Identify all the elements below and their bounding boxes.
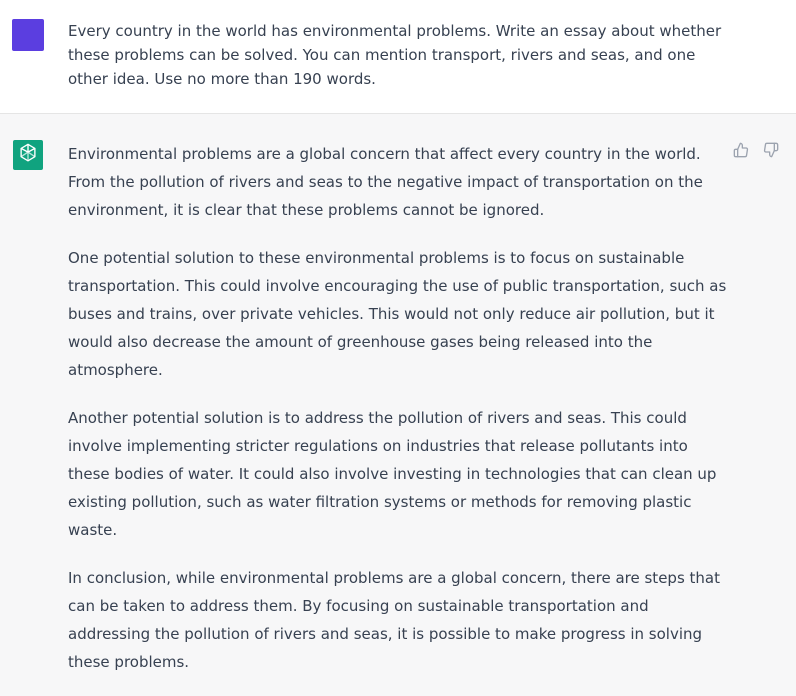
thumbs-up-icon	[733, 142, 749, 162]
feedback-buttons	[732, 143, 780, 161]
thumbs-down-icon	[763, 142, 779, 162]
user-avatar	[12, 19, 44, 51]
assistant-avatar	[13, 140, 43, 170]
paragraph: One potential solution to these environmental problems is to focus on sustainable transportation. This could involve encouraging the use of public transportation, such as buses and trains, over private vehicles. This would not only reduce air pollution, but it would also decrease the amount of greenhouse gases being released into the atmosphere.	[68, 249, 727, 379]
paragraph: Another potential solution is to address the pollution of rivers and seas. This could involve implementing stricter regulations on industries that release pollutants into these bodies of water. It could also involve investing in technologies that can clean up existing pollution, such as water filtration systems or methods for removing plastic waste.	[68, 409, 717, 539]
paragraph: In conclusion, while environmental problems are a global concern, there are steps that can be taken to address them. By focusing on sustainable transportation and addressing the pollution of rivers and seas, it is possible to make progress in solving these problems.	[68, 569, 720, 671]
openai-logo-icon	[17, 142, 39, 168]
user-message-text: Every country in the world has environmental problems. Write an essay about whether these problems can be solved. You can mention transport, rivers and seas, and one other idea. Use no more than 190 words.	[68, 22, 722, 88]
user-message	[0, 0, 796, 114]
assistant-message	[0, 115, 796, 671]
assistant-message-text	[68, 140, 728, 696]
paragraph: Environmental problems are a global concern that affect every country in the world. From the pollution of rivers and seas to the negative impact of transportation on the environment, it is clear that these problems cannot be ignored.	[68, 145, 703, 219]
thumbs-up-button[interactable]	[732, 143, 750, 161]
thumbs-down-button[interactable]	[762, 143, 780, 161]
